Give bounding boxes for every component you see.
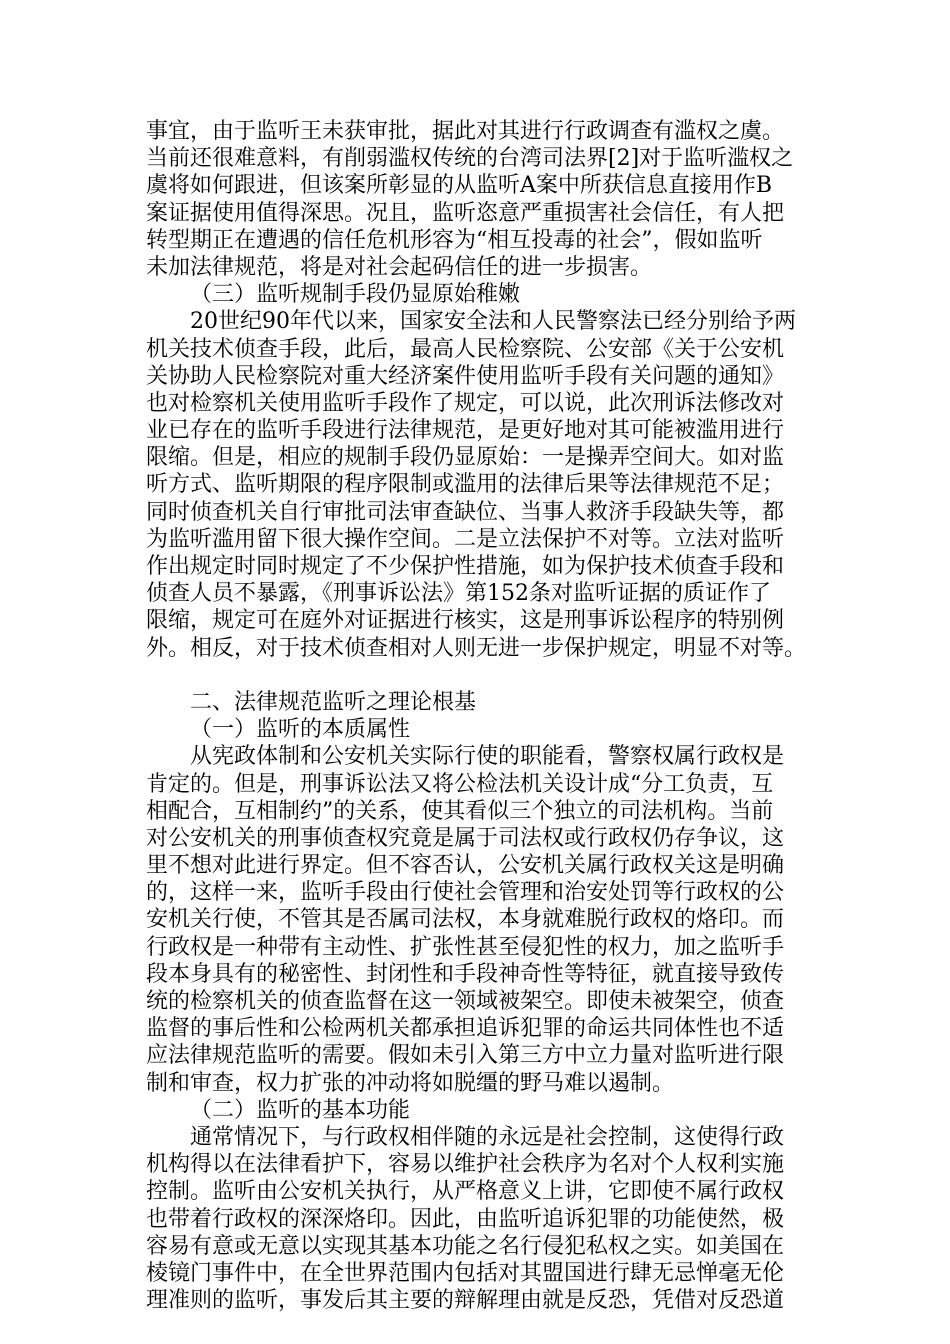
text-line: 外。相反，对于技术侦查相对人则无进一步保护规定，明显不对等。: [146, 635, 807, 661]
section-heading: [146, 689, 806, 716]
paragraph: [146, 118, 806, 281]
text-line: 未加法律规范，将是对社会起码信任的进一步损害。: [146, 254, 653, 280]
text-line: 听方式、监听期限的程序限制或滥用的法律后果等法律规范不足；: [146, 472, 785, 498]
text-line: 20世纪90年代以来，国家安全法和人民警察法已经分别给予两: [190, 309, 796, 335]
section-heading-text: 二、法律规范监听之理论根基: [190, 689, 477, 715]
text-line: 对公安机关的刑事侦查权究竟是属于司法权或行政权仍存争议，这: [146, 825, 785, 851]
text-line: 段本身具有的秘密性、封闭性和手段神奇性等特征，就直接导致传: [146, 961, 785, 987]
text-line: 机构得以在法律看护下，容易以维护社会秩序为名对个人权利实施: [146, 1152, 785, 1178]
text-line: 应法律规范监听的需要。假如未引入第三方中立力量对监听进行限: [146, 1043, 785, 1069]
text-line: 限缩。但是，相应的规制手段仍显原始：一是操弄空间大。如对监: [146, 445, 785, 471]
subheading: [146, 1097, 806, 1124]
subheading-text: （三）监听规制手段仍显原始稚嫩: [190, 282, 521, 308]
text-line: 容易有意或无意以实现其基本功能之名行侵犯私权之实。如美国在: [146, 1233, 785, 1259]
text-line: 侦查人员不暴露，《刑事诉讼法》第152条对监听证据的质证作了: [146, 581, 771, 607]
text-line: 机关技术侦查手段，此后，最高人民检察院、公安部《关于公安机: [146, 336, 785, 362]
text-line: 安机关行使，不管其是否属司法权，本身就难脱行政权的烙印。而: [146, 907, 785, 933]
text-line: 事宜，由于监听王未获审批，据此对其进行行政调查有滥权之虞。: [146, 119, 785, 144]
subheading: [146, 716, 806, 743]
text-line: 理准则的监听，事发后其主要的辩解理由就是反恐，凭借对反恐道: [146, 1288, 785, 1314]
paragraph: [146, 1124, 806, 1314]
text-line: 案证据使用值得深思。况且，监听恣意严重损害社会信任，有人把: [146, 200, 785, 226]
document-page: [146, 118, 806, 1314]
text-line: 限缩，规定可在庭外对证据进行核实，这是刑事诉讼程序的特别例: [146, 608, 785, 634]
text-line: 转型期正在遭遇的信任危机形容为“相互投毒的社会”，假如监听: [146, 227, 763, 253]
subheading-text: （一）监听的本质属性: [190, 717, 411, 743]
text-line: 制和审查，权力扩张的冲动将如脱缰的野马难以遏制。: [146, 1070, 675, 1096]
paragraph: [146, 743, 806, 1096]
text-line: 棱镜门事件中，在全世界范围内包括对其盟国进行肆无忌惮毫无伦: [146, 1260, 785, 1286]
text-line: 从宪政体制和公安机关实际行使的职能看，警察权属行政权是: [190, 744, 785, 770]
subheading-text: （二）监听的基本功能: [190, 1097, 411, 1123]
text-line: 也对检察机关使用监听手段作了规定，可以说，此次刑诉法修改对: [146, 390, 785, 416]
text-line: 统的检察机关的侦查监督在这一领域被架空。即使未被架空，侦查: [146, 989, 785, 1014]
text-line: 也带着行政权的深深烙印。因此，由监听追诉犯罪的功能使然，极: [146, 1206, 785, 1232]
text-line: 行政权是一种带有主动性、扩张性甚至侵犯性的权力，加之监听手: [146, 934, 785, 960]
text-line: 里不想对此进行界定。但不容否认，公安机关属行政权关这是明确: [146, 853, 785, 879]
text-line: 控制。监听由公安机关执行，从严格意义上讲，它即使不属行政权: [146, 1179, 785, 1205]
text-line: 业已存在的监听手段进行法律规范，是更好地对其可能被滥用进行: [146, 418, 785, 444]
text-line: 为监听滥用留下很大操作空间。二是立法保护不对等。立法对监听: [146, 526, 785, 552]
text-line: 作出规定时同时规定了不少保护性措施，如为保护技术侦查手段和: [146, 554, 785, 579]
text-line: 监督的事后性和公检两机关都承担追诉犯罪的命运共同体性也不适: [146, 1016, 785, 1042]
text-line: 关协助人民检察院对重大经济案件使用监听手段有关问题的通知》: [146, 363, 785, 389]
text-line: 通常情况下，与行政权相伴随的永远是社会控制，这使得行政: [190, 1124, 785, 1150]
text-line: 肯定的。但是，刑事诉讼法又将公检法机关设计成“分工负责，互: [146, 771, 774, 797]
text-line: 虞将如何跟进，但该案所彰显的从监听A案中所获信息直接用作B: [146, 173, 773, 199]
text-line: 相配合，互相制约”的关系，使其看似三个独立的司法机构。当前: [146, 798, 774, 824]
blank-line: [146, 662, 806, 689]
text-line: 的，这样一来，监听手段由行使社会管理和治安处罚等行政权的公: [146, 880, 785, 906]
paragraph: [146, 308, 806, 661]
text-line: 同时侦查机关自行审批司法审查缺位、当事人救济手段缺失等，都: [146, 499, 785, 525]
text-line: 当前还很难意料，有削弱滥权传统的台湾司法界[2]对于监听滥权之: [146, 146, 794, 172]
subheading: [146, 281, 806, 308]
